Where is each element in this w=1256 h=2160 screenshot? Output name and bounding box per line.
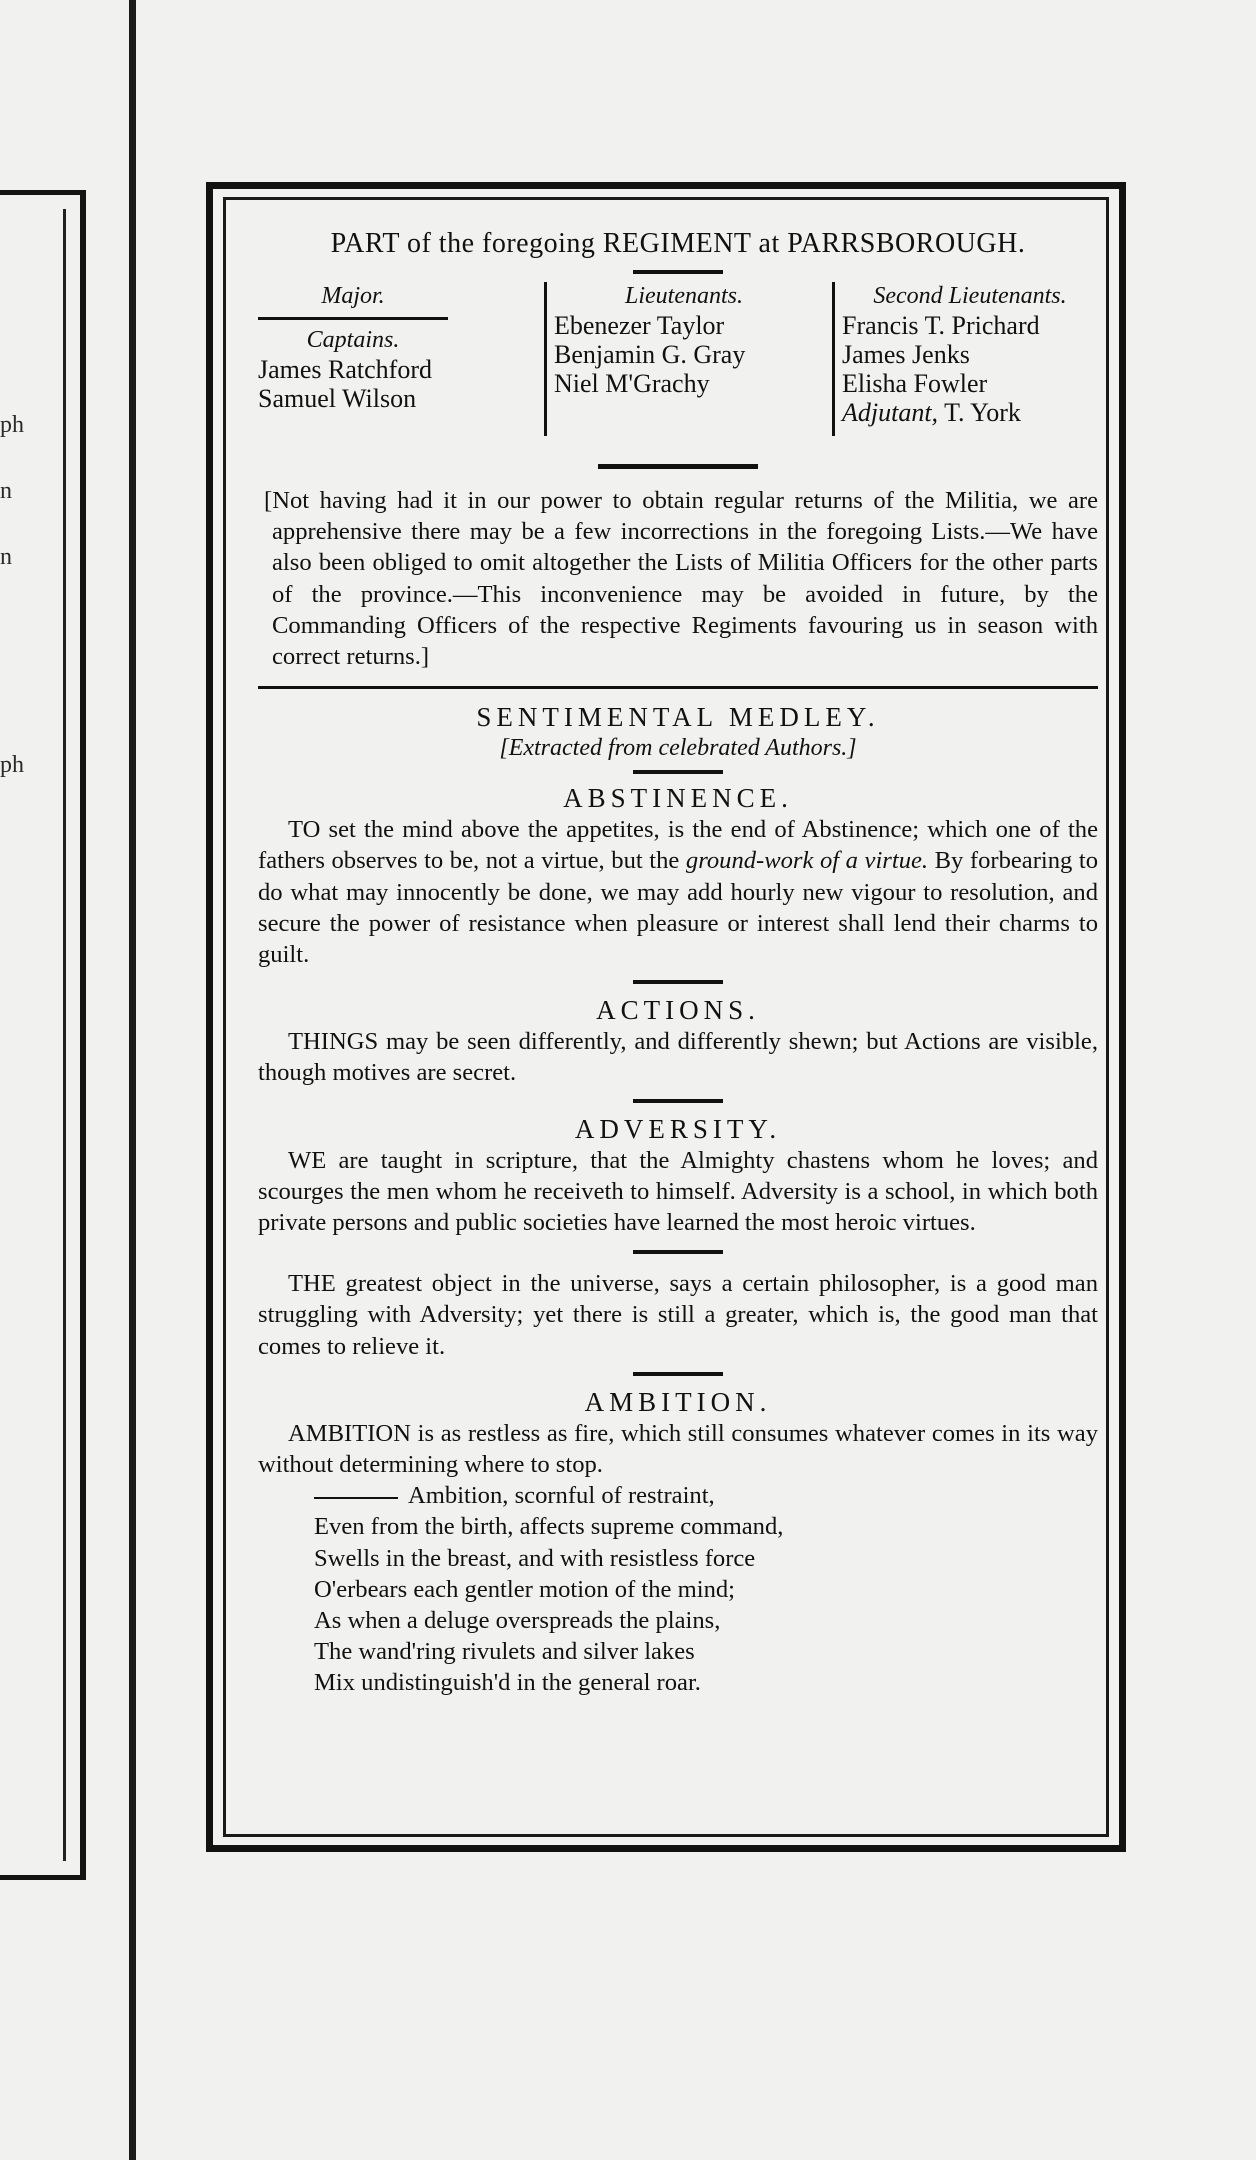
captain-name: James Ratchford bbox=[258, 355, 433, 384]
verse-dash bbox=[314, 1497, 398, 1499]
verse-line bbox=[258, 1480, 1098, 1511]
second-lieutenant-name: Elisha Fowler bbox=[842, 369, 988, 398]
actions-text: THINGS may be seen differently, and differently shewn; but Actions are visible, though motives are secret. bbox=[258, 1028, 1098, 1087]
second-lieutenants-column bbox=[842, 282, 1098, 427]
page-inner-border bbox=[223, 197, 1109, 1837]
rule bbox=[258, 317, 448, 320]
page-content bbox=[258, 226, 1098, 1699]
rule bbox=[633, 1250, 723, 1254]
rule bbox=[633, 770, 723, 774]
lieutenant-name: Ebenezer Taylor bbox=[554, 311, 725, 340]
rule bbox=[598, 464, 758, 469]
column-divider bbox=[832, 282, 835, 436]
verse-line: O'erbears each gentler motion of the mind; bbox=[314, 1575, 736, 1603]
editor-note: [Not having had it in our power to obtain regular returns of the Militia, we are apprehensive there may be a few incorrections in the foregoing Lists.—We have also been obliged to omit altogether the Lists of Militia Officers for the other parts of the province.—This inconvenience may be avoided in future, by the Commanding Officers of the respective Regiments favouring us in season with correct returns.] bbox=[264, 487, 1098, 671]
rule bbox=[633, 1372, 723, 1376]
abstinence-text bbox=[258, 814, 1098, 970]
adversity-text: WE are taught in scripture, that the Almighty chastens whom he loves; and scourges the men whom he receiveth to himself. Adversity is a school, in which both private persons and public societies have learned the most heroic virtues. bbox=[258, 1146, 1098, 1237]
lieutenants-label: Lieutenants. bbox=[625, 283, 743, 309]
verse-line: The wand'ring rivulets and silver lakes bbox=[314, 1638, 695, 1666]
medley-subtitle: [Extracted from celebrated Authors.] bbox=[499, 735, 857, 762]
adversity-title: ADVERSITY. bbox=[574, 1113, 782, 1144]
second-lieutenant-name: Francis T. Prichard bbox=[842, 311, 1040, 340]
second-lieutenant-name: James Jenks bbox=[842, 340, 970, 369]
ambition-text: AMBITION is as restless as fire, which still consumes whatever comes in its way without determining where to stop. bbox=[258, 1419, 1098, 1479]
column-divider bbox=[544, 282, 547, 436]
margin-fragment: ph bbox=[0, 412, 24, 438]
ambition-title: AMBITION. bbox=[584, 1386, 772, 1417]
page-fold bbox=[129, 0, 136, 2160]
lieutenant-name: Niel M'Grachy bbox=[554, 369, 710, 398]
verse-line: Even from the birth, affects supreme command, bbox=[314, 1513, 784, 1541]
adjutant-name: T. York bbox=[944, 398, 1021, 427]
previous-page-border bbox=[63, 209, 66, 1861]
verse-line: As when a deluge overspreads the plains, bbox=[314, 1607, 721, 1635]
previous-page-edge bbox=[0, 190, 86, 1880]
verse-line: Mix undistinguish'd in the general roar. bbox=[314, 1669, 701, 1697]
verse-line: Swells in the breast, and with resistless force bbox=[314, 1544, 756, 1572]
adjutant-line bbox=[842, 398, 1098, 427]
section-divider bbox=[258, 686, 1098, 689]
captain-name: Samuel Wilson bbox=[258, 384, 417, 413]
margin-fragment: n bbox=[0, 478, 12, 504]
medley-title: SENTIMENTAL MEDLEY. bbox=[476, 702, 880, 733]
officers-table bbox=[258, 282, 1098, 450]
margin-fragment: n bbox=[0, 544, 12, 570]
abstinence-italic: ground-work of a virtue. bbox=[685, 847, 929, 875]
adversity-text-2: THE greatest object in the universe, says a certain philosopher, is a good man struggling with Adversity; yet there is still a greater, which is, the good man that comes to relieve it. bbox=[258, 1270, 1098, 1360]
captains-label: Captains. bbox=[306, 327, 400, 353]
regiment-heading: PART of the foregoing REGIMENT at PARRSBOROUGH. bbox=[330, 228, 1026, 259]
major-column bbox=[258, 282, 448, 413]
rule bbox=[633, 270, 723, 274]
lieutenants-column bbox=[554, 282, 814, 398]
lieutenant-name: Benjamin G. Gray bbox=[554, 340, 746, 369]
adjutant-label: Adjutant, bbox=[842, 398, 939, 427]
abstinence-title: ABSTINENCE. bbox=[563, 783, 793, 814]
major-label: Major. bbox=[321, 283, 385, 309]
second-lieutenants-label: Second Lieutenants. bbox=[873, 283, 1067, 309]
margin-fragment: ph bbox=[0, 752, 24, 778]
actions-title: ACTIONS. bbox=[596, 995, 760, 1026]
rule bbox=[633, 1099, 723, 1103]
rule bbox=[633, 980, 723, 984]
abstinence-text-part: By forbearing to do what may innocently be done, we may add hourly new vigour to resolution, and secure the power of resistance when pleasure or interest shall lend their charms to guilt. bbox=[258, 847, 1099, 969]
page-frame bbox=[206, 182, 1126, 1852]
abstinence-text-part: TO set the mind above the appetites, is the end of Abstinence; which one of the fathers observes to be, not a virtue, but the bbox=[258, 816, 1098, 875]
verse-text: Ambition, scornful of restraint, bbox=[408, 1482, 715, 1510]
